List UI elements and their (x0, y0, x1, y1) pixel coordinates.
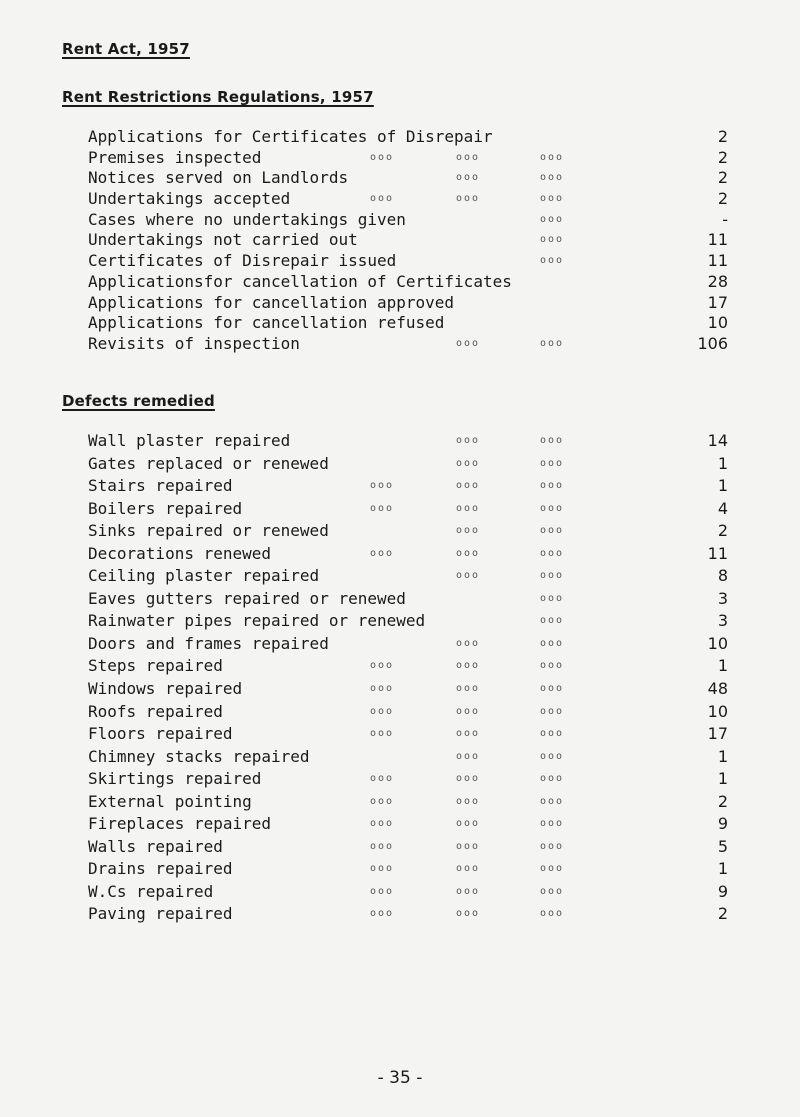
list-item (88, 836, 728, 859)
item-value: 9 (717, 881, 728, 901)
item-value: 10 (707, 701, 728, 721)
item-label: Certificates of Disrepair issued (88, 251, 397, 271)
item-label: Notices served on Landlords (88, 168, 349, 188)
leader-dots: ooo (456, 818, 481, 830)
item-label: Chimney stacks repaired (88, 746, 310, 766)
leader-dots: ooo (456, 660, 481, 672)
item-label: Drains repaired (88, 859, 233, 879)
list-item (88, 903, 728, 926)
item-value: 10 (707, 633, 728, 653)
list-item (88, 881, 728, 904)
leader-dots: ooo (540, 525, 565, 537)
item-label: Gates replaced or renewed (88, 453, 329, 473)
list-item (88, 588, 728, 611)
leader-dots: ooo (456, 525, 481, 537)
item-value: 14 (707, 431, 728, 450)
list-item (88, 520, 728, 543)
leader-dots: ooo (540, 818, 565, 830)
item-label: Doors and frames repaired (88, 633, 329, 653)
leader-dots: ooo (370, 705, 395, 717)
list-item (88, 813, 728, 836)
list-item (88, 633, 728, 656)
defects-heading: Defects remedied (62, 392, 215, 410)
leader-dots: ooo (456, 773, 481, 785)
item-label: Applications for cancellation refused (88, 313, 445, 333)
leader-dots: ooo (456, 637, 481, 649)
leader-dots: ooo (540, 795, 565, 807)
list-item (88, 746, 728, 769)
item-label: Roofs repaired (88, 701, 223, 721)
list-item (88, 678, 728, 701)
regulations-heading: Rent Restrictions Regulations, 1957 (62, 88, 374, 106)
item-value: 1 (717, 453, 728, 473)
page-number: - 35 - (377, 1068, 423, 1088)
item-label: Decorations renewed (88, 543, 272, 563)
leader-dots: ooo (540, 750, 565, 762)
leader-dots: ooo (540, 773, 565, 785)
leader-dots: ooo (456, 840, 481, 852)
item-value: 11 (707, 251, 728, 271)
item-value: 17 (707, 724, 728, 744)
leader-dots: ooo (456, 480, 481, 492)
leader-dots: ooo (540, 547, 565, 559)
leader-dots: ooo (540, 435, 565, 446)
item-value: 17 (707, 292, 728, 312)
item-label: External pointing (88, 791, 252, 811)
leader-dots: ooo (540, 570, 565, 582)
list-item (88, 313, 728, 334)
leader-dots: ooo (540, 502, 565, 514)
leader-dots: ooo (456, 885, 481, 897)
leader-dots: ooo (540, 885, 565, 897)
leader-dots: ooo (370, 660, 395, 672)
leader-dots: ooo (456, 151, 481, 163)
leader-dots: ooo (456, 435, 481, 446)
item-value: 8 (717, 566, 728, 586)
leader-dots: ooo (540, 863, 565, 875)
leader-dots: ooo (370, 795, 395, 807)
item-value: 11 (707, 543, 728, 563)
list-item (88, 251, 728, 272)
leader-dots: ooo (370, 840, 395, 852)
item-label: Boilers repaired (88, 498, 243, 518)
leader-dots: ooo (370, 728, 395, 740)
item-value: 5 (717, 836, 728, 856)
leader-dots: ooo (370, 773, 395, 785)
leader-dots: ooo (540, 728, 565, 740)
leader-dots: ooo (456, 795, 481, 807)
list-item (88, 430, 728, 453)
leader-dots: ooo (540, 840, 565, 852)
list-item (88, 701, 728, 724)
item-label: Steps repaired (88, 656, 223, 676)
item-value: 1 (717, 769, 728, 789)
leader-dots: ooo (370, 683, 395, 695)
leader-dots: ooo (540, 457, 565, 469)
list-item (88, 791, 728, 814)
leader-dots: ooo (456, 457, 481, 469)
leader-dots: ooo (456, 728, 481, 740)
leader-dots: ooo (370, 502, 395, 514)
leader-dots: ooo (370, 480, 395, 492)
item-value: 2 (717, 791, 728, 811)
leader-dots: ooo (456, 570, 481, 582)
leader-dots: ooo (540, 234, 565, 246)
list-item (88, 543, 728, 566)
list-item (88, 498, 728, 521)
item-value: 3 (717, 611, 728, 631)
item-label: Cases where no undertakings given (88, 209, 406, 229)
item-value: 10 (707, 313, 728, 333)
item-label: Stairs repaired (88, 476, 233, 496)
item-value: 2 (717, 189, 728, 209)
leader-dots: ooo (540, 637, 565, 649)
leader-dots: ooo (540, 705, 565, 717)
leader-dots: ooo (456, 908, 481, 920)
item-label: Premises inspected (88, 147, 262, 167)
leader-dots: ooo (540, 151, 565, 163)
item-value: 2 (717, 168, 728, 188)
list-item (88, 189, 728, 210)
item-label: Windows repaired (88, 679, 243, 699)
item-label: Undertakings accepted (88, 189, 291, 209)
list-item (88, 230, 728, 251)
item-label: Applications for Certificates of Disrepair (88, 127, 493, 146)
list-item (88, 168, 728, 189)
leader-dots: ooo (370, 908, 395, 920)
leader-dots: ooo (456, 193, 481, 205)
item-value: 11 (707, 230, 728, 250)
list-item (88, 127, 728, 148)
item-label: Sinks repaired or renewed (88, 521, 329, 541)
act-heading: Rent Act, 1957 (62, 40, 190, 58)
leader-dots: ooo (370, 885, 395, 897)
leader-dots: ooo (370, 151, 395, 163)
disrepair-list (88, 127, 728, 355)
item-value: 2 (717, 127, 728, 146)
item-value: 1 (717, 476, 728, 496)
item-label: Floors repaired (88, 724, 233, 744)
leader-dots: ooo (456, 172, 481, 184)
list-item (88, 210, 728, 231)
item-value: 106 (697, 333, 728, 353)
item-value: - (722, 209, 728, 229)
item-value: 2 (717, 521, 728, 541)
leader-dots: ooo (540, 908, 565, 920)
item-label: W.Cs repaired (88, 881, 214, 901)
leader-dots: ooo (540, 255, 565, 267)
list-item (88, 453, 728, 476)
item-value: 3 (717, 588, 728, 608)
item-value: 9 (717, 814, 728, 834)
leader-dots: ooo (456, 683, 481, 695)
leader-dots: ooo (540, 683, 565, 695)
leader-dots: ooo (370, 193, 395, 205)
item-label: Eaves gutters repaired or renewed (88, 588, 406, 608)
leader-dots: ooo (456, 502, 481, 514)
item-label: Paving repaired (88, 904, 233, 924)
leader-dots: ooo (540, 172, 565, 184)
leader-dots: ooo (456, 547, 481, 559)
item-label: Skirtings repaired (88, 769, 262, 789)
item-label: Applications for cancellation approved (88, 292, 455, 312)
item-value: 2 (717, 147, 728, 167)
leader-dots: ooo (456, 705, 481, 717)
list-item (88, 148, 728, 169)
leader-dots: ooo (540, 660, 565, 672)
leader-dots: ooo (540, 337, 565, 349)
item-label: Rainwater pipes repaired or renewed (88, 611, 426, 631)
leader-dots: ooo (540, 480, 565, 492)
leader-dots: ooo (540, 213, 565, 225)
list-item (88, 272, 728, 293)
list-item (88, 768, 728, 791)
leader-dots: ooo (540, 592, 565, 604)
list-item (88, 723, 728, 746)
leader-dots: ooo (540, 615, 565, 627)
defects-list (88, 430, 728, 926)
list-item (88, 334, 728, 355)
leader-dots: ooo (370, 863, 395, 875)
item-label: Ceiling plaster repaired (88, 566, 320, 586)
item-label: Revisits of inspection (88, 333, 300, 353)
leader-dots: ooo (370, 547, 395, 559)
item-value: 1 (717, 859, 728, 879)
item-label: Undertakings not carried out (88, 230, 358, 250)
leader-dots: ooo (456, 863, 481, 875)
leader-dots: ooo (370, 818, 395, 830)
list-item (88, 655, 728, 678)
item-label: Applicationsfor cancellation of Certificates (88, 271, 512, 291)
item-value: 1 (717, 746, 728, 766)
item-value: 1 (717, 656, 728, 676)
list-item (88, 858, 728, 881)
leader-dots: ooo (540, 193, 565, 205)
item-value: 28 (707, 271, 728, 291)
leader-dots: ooo (456, 750, 481, 762)
item-value: 2 (717, 904, 728, 924)
list-item (88, 293, 728, 314)
item-label: Fireplaces repaired (88, 814, 272, 834)
list-item (88, 610, 728, 633)
item-value: 48 (707, 679, 728, 699)
leader-dots: ooo (456, 337, 481, 349)
list-item (88, 565, 728, 588)
item-value: 4 (717, 498, 728, 518)
item-label: Wall plaster repaired (88, 431, 291, 450)
item-label: Walls repaired (88, 836, 223, 856)
list-item (88, 475, 728, 498)
